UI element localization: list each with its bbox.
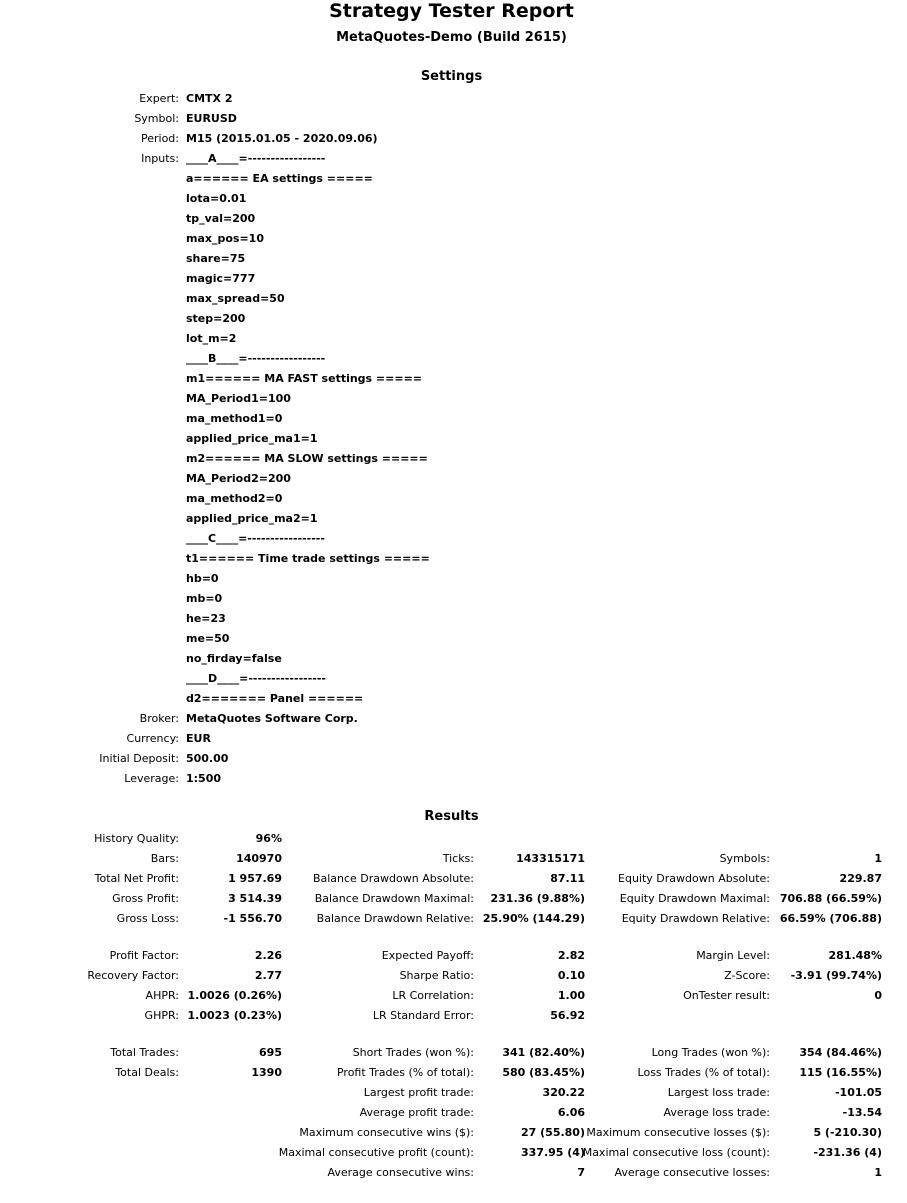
input-24-value: me=50 (186, 632, 230, 645)
input-1-value: a====== EA settings ===== (186, 172, 373, 185)
col1-stat-7-value: 1.0023 (0.23%) (187, 1009, 282, 1022)
col2-stat-7-value: 56.92 (550, 1009, 585, 1022)
col1-stat-6-value: 1.0026 (0.26%) (187, 989, 282, 1002)
col1-stat-5-label: Recovery Factor: (87, 969, 179, 982)
col2-stat-5-label: Sharpe Ratio: (399, 969, 474, 982)
col2-stat-1-value: 87.11 (550, 872, 585, 885)
initial-deposit-value: 500.00 (186, 752, 229, 765)
col2-stat-2-value: 231.36 (9.88%) (490, 892, 585, 905)
col1-stat-8-value: 695 (259, 1046, 282, 1059)
input-16-value: MA_Period2=200 (186, 472, 291, 485)
col3-stat-6-value: 0 (874, 989, 882, 1002)
initial-deposit-label: Initial Deposit: (99, 752, 179, 765)
col2-stat-4-value: 2.82 (557, 949, 585, 962)
period-value: M15 (2015.01.05 - 2020.09.06) (186, 132, 378, 145)
col2-stat-10-value: 320.22 (542, 1086, 585, 1099)
col1-stat-9-label: Total Deals: (115, 1066, 179, 1079)
input-26-value: ____D____=----------------- (186, 672, 326, 685)
col3-stat-7-label: Long Trades (won %): (651, 1046, 770, 1059)
col3-stat-7-value: 354 (84.46%) (799, 1046, 882, 1059)
col2-stat-2-label: Balance Drawdown Maximal: (314, 892, 474, 905)
col3-stat-3-value: 66.59% (706.88) (779, 912, 882, 925)
input-5-value: share=75 (186, 252, 246, 265)
col2-stat-3-value: 25.90% (144.29) (482, 912, 585, 925)
col1-stat-4-label: Profit Factor: (109, 949, 179, 962)
col3-stat-5-value: -3.91 (99.74%) (790, 969, 882, 982)
settings-heading: Settings (420, 69, 483, 84)
col3-stat-4-label: Margin Level: (696, 949, 770, 962)
col2-stat-6-label: LR Correlation: (392, 989, 474, 1002)
col3-stat-0-value: 1 (874, 852, 882, 865)
report-subtitle: MetaQuotes-Demo (Build 2615) (336, 30, 567, 45)
col3-stat-11-label: Maximum consecutive losses ($): (586, 1126, 770, 1139)
input-10-value: ____B____=----------------- (186, 352, 326, 365)
col2-stat-8-value: 341 (82.40%) (502, 1046, 585, 1059)
input-6-value: magic=777 (186, 272, 256, 285)
col2-stat-9-label: Profit Trades (% of total): (336, 1066, 474, 1079)
col3-stat-12-label: Maximal consecutive loss (count): (582, 1146, 770, 1159)
col3-stat-0-label: Symbols: (719, 852, 770, 865)
col2-stat-5-value: 0.10 (557, 969, 585, 982)
col3-stat-6-label: OnTester result: (683, 989, 770, 1002)
input-21-value: hb=0 (186, 572, 219, 585)
input-22-value: mb=0 (186, 592, 223, 605)
col2-stat-12-value: 27 (55.80) (521, 1126, 585, 1139)
col3-stat-4-value: 281.48% (828, 949, 882, 962)
col3-stat-2-value: 706.88 (66.59%) (779, 892, 882, 905)
input-8-value: step=200 (186, 312, 246, 325)
col2-stat-0-label: Ticks: (442, 852, 474, 865)
input-11-value: m1====== MA FAST settings ===== (186, 372, 423, 385)
input-9-value: lot_m=2 (186, 332, 237, 345)
input-20-value: t1====== Time trade settings ===== (186, 552, 430, 565)
col2-stat-8-label: Short Trades (won %): (352, 1046, 474, 1059)
col3-stat-1-label: Equity Drawdown Absolute: (618, 872, 770, 885)
history-quality-label: History Quality: (94, 832, 179, 845)
col1-stat-3-label: Gross Loss: (116, 912, 179, 925)
expert-label: Expert: (139, 92, 179, 105)
input-3-value: tp_val=200 (186, 212, 256, 225)
currency-value: EUR (186, 732, 211, 745)
input-17-value: ma_method2=0 (186, 492, 283, 505)
input-12-value: MA_Period1=100 (186, 392, 291, 405)
col3-stat-12-value: -231.36 (4) (813, 1146, 882, 1159)
col3-stat-10-label: Average loss trade: (663, 1106, 770, 1119)
input-7-value: max_spread=50 (186, 292, 285, 305)
col1-stat-8-label: Total Trades: (110, 1046, 179, 1059)
col2-stat-11-label: Average profit trade: (359, 1106, 474, 1119)
input-25-value: no_firday=false (186, 652, 282, 665)
col3-stat-9-value: -101.05 (834, 1086, 882, 1099)
col2-stat-9-value: 580 (83.45%) (502, 1066, 585, 1079)
leverage-label: Leverage: (124, 772, 179, 785)
symbol-label: Symbol: (134, 112, 179, 125)
col1-stat-6-label: AHPR: (145, 989, 179, 1002)
col2-stat-12-label: Maximum consecutive wins ($): (299, 1126, 474, 1139)
col2-stat-13-label: Maximal consecutive profit (count): (278, 1146, 474, 1159)
col3-stat-13-label: Average consecutive losses: (614, 1166, 770, 1179)
symbol-value: EURUSD (186, 112, 237, 125)
col2-stat-0-value: 143315171 (516, 852, 585, 865)
col1-stat-3-value: -1 556.70 (223, 912, 282, 925)
input-14-value: applied_price_ma1=1 (186, 432, 318, 445)
col1-stat-2-value: 3 514.39 (228, 892, 282, 905)
col2-stat-13-value: 337.95 (4) (521, 1146, 585, 1159)
input-27-value: d2======= Panel ====== (186, 692, 364, 705)
col2-stat-6-value: 1.00 (557, 989, 585, 1002)
expert-value: CMTX 2 (186, 92, 233, 105)
col3-stat-2-label: Equity Drawdown Maximal: (619, 892, 770, 905)
col2-stat-10-label: Largest profit trade: (363, 1086, 474, 1099)
col3-stat-3-label: Equity Drawdown Relative: (621, 912, 770, 925)
col1-stat-0-label: Bars: (150, 852, 179, 865)
input-19-value: ____C____=----------------- (186, 532, 325, 545)
input-15-value: m2====== MA SLOW settings ===== (186, 452, 428, 465)
results-heading: Results (424, 809, 479, 824)
broker-label: Broker: (139, 712, 179, 725)
col1-stat-2-label: Gross Profit: (112, 892, 179, 905)
col2-stat-7-label: LR Standard Error: (372, 1009, 474, 1022)
col1-stat-5-value: 2.77 (254, 969, 282, 982)
col1-stat-7-label: GHPR: (144, 1009, 179, 1022)
col1-stat-0-value: 140970 (236, 852, 282, 865)
period-label: Period: (140, 132, 179, 145)
report-title: Strategy Tester Report (329, 0, 574, 22)
col2-stat-11-value: 6.06 (557, 1106, 585, 1119)
input-4-value: max_pos=10 (186, 232, 264, 245)
col3-stat-11-value: 5 (-210.30) (813, 1126, 882, 1139)
col3-stat-8-value: 115 (16.55%) (799, 1066, 882, 1079)
col3-stat-13-value: 1 (874, 1166, 882, 1179)
col1-stat-1-label: Total Net Profit: (94, 872, 179, 885)
col2-stat-14-value: 7 (577, 1166, 585, 1179)
col2-stat-4-label: Expected Payoff: (381, 949, 474, 962)
col1-stat-1-value: 1 957.69 (228, 872, 282, 885)
input-23-value: he=23 (186, 612, 226, 625)
broker-value: MetaQuotes Software Corp. (186, 712, 358, 725)
input-18-value: applied_price_ma2=1 (186, 512, 318, 525)
col2-stat-14-label: Average consecutive wins: (327, 1166, 474, 1179)
input-13-value: ma_method1=0 (186, 412, 283, 425)
input-0-value: ____A____=----------------- (186, 152, 326, 165)
col3-stat-8-label: Loss Trades (% of total): (637, 1066, 770, 1079)
col2-stat-1-label: Balance Drawdown Absolute: (312, 872, 474, 885)
col3-stat-10-value: -13.54 (842, 1106, 882, 1119)
currency-label: Currency: (126, 732, 179, 745)
col3-stat-1-value: 229.87 (839, 872, 882, 885)
col1-stat-9-value: 1390 (251, 1066, 282, 1079)
input-2-value: lota=0.01 (186, 192, 247, 205)
col3-stat-5-label: Z-Score: (724, 969, 770, 982)
col2-stat-3-label: Balance Drawdown Relative: (316, 912, 474, 925)
leverage-value: 1:500 (186, 772, 222, 785)
history-quality-value: 96% (255, 832, 282, 845)
col3-stat-9-label: Largest loss trade: (667, 1086, 770, 1099)
col1-stat-4-value: 2.26 (254, 949, 282, 962)
input-0-label: Inputs: (141, 152, 179, 165)
